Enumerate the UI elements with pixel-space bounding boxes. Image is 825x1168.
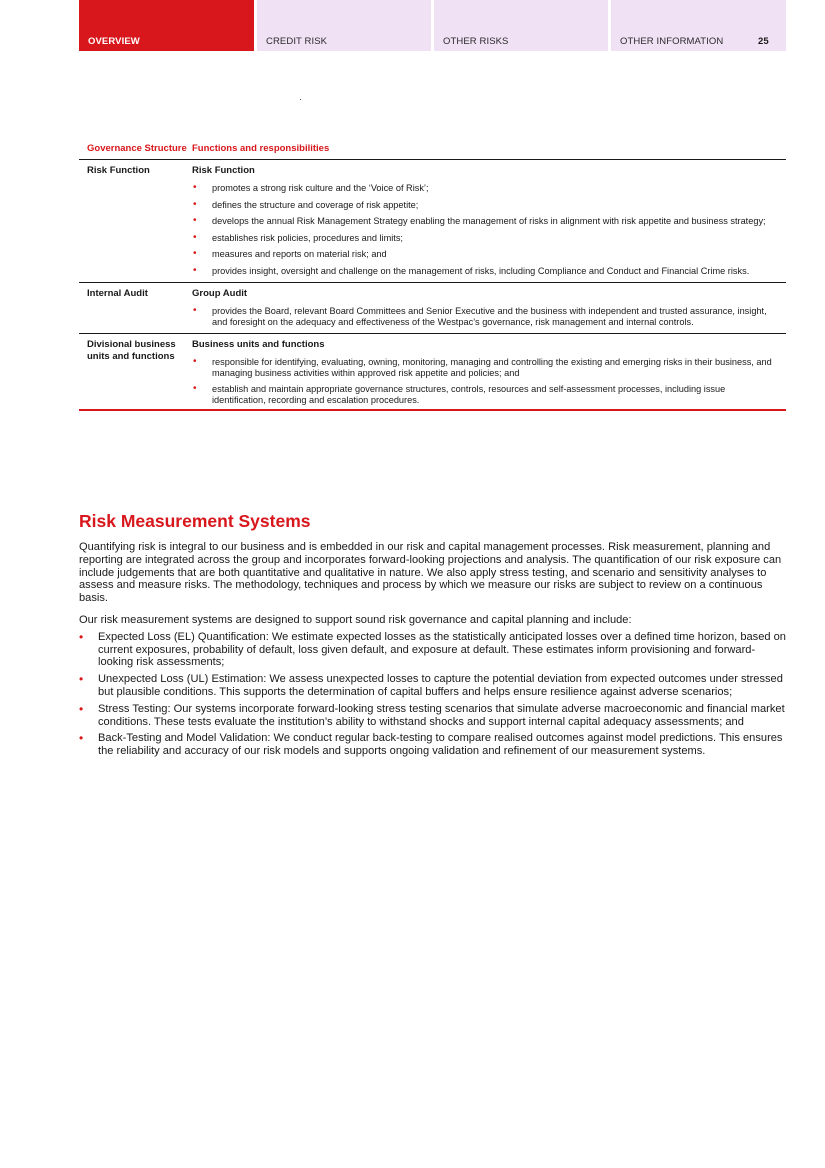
- row-content: [192, 287, 786, 329]
- row-title: Group Audit: [192, 288, 248, 299]
- row-content: [192, 164, 786, 278]
- row-structure-label: Risk Function: [87, 165, 150, 176]
- table-row: [79, 334, 786, 411]
- risk-measurement-section: [79, 511, 786, 762]
- list-item: • Stress Testing: Our systems incorporate forward-looking stress testing scenarios that simulate adverse macroeconomic and financial market conditions. These tests evaluate the institution’s ability to withstand shocks and support internal capital adequacy assessments; and: [79, 703, 786, 729]
- top-navigation: [79, 0, 786, 51]
- list-item: • defines the structure and coverage of risk appetite;: [192, 200, 786, 211]
- tab-credit-risk[interactable]: [257, 0, 431, 51]
- row-structure-label: Divisional business units and functions: [87, 339, 176, 362]
- list-item: • responsible for identifying, evaluating, owning, monitoring, managing and controlling the existing and emerging risks in their business, and managing business activities within approved risk appetite and policies; and: [192, 357, 786, 378]
- bullet-list: [192, 357, 786, 405]
- list-item: • promotes a strong risk culture and the ‘Voice of Risk’;: [192, 183, 786, 194]
- bullet-list: [192, 183, 786, 276]
- row-title: Business units and functions: [192, 339, 325, 350]
- tab-other-information-label: OTHER INFORMATION: [620, 36, 724, 47]
- page-number: 25: [758, 36, 769, 47]
- tab-overview[interactable]: [79, 0, 254, 51]
- tab-credit-risk-label: CREDIT RISK: [266, 36, 328, 47]
- tab-overview-label: OVERVIEW: [88, 36, 140, 47]
- list-item: • Back-Testing and Model Validation: We conduct regular back-testing to compare realised outcomes against model predictions. This ensures the reliability and accuracy of our risk models and supports ongoing validation and refinement of our measurement systems.: [79, 732, 786, 758]
- measurement-bullet-list: [79, 631, 786, 758]
- tab-other-risks[interactable]: [434, 0, 608, 51]
- intro-paragraph: Quantifying risk is integral to our business and is embedded in our risk and capital management processes. Risk measurement, planning and reporting are integrated across the group and incorporates forward-looking projections and analysis. The quantification of our risk exposure can include judgements that are both quantitative and qualitative in nature. We also apply stress testing, and scenario and sensitivity analyses to assess and measure risks. The methodology, techniques and process by which we measure our risks are subject to review on a continuous basis.: [79, 541, 782, 605]
- lead-paragraph: Our risk measurement systems are designed to support sound risk governance and capital planning and include:: [79, 613, 632, 626]
- table-header-row: [79, 143, 786, 160]
- list-item: • establishes risk policies, procedures and limits;: [192, 233, 786, 244]
- row-structure-label: Internal Audit: [87, 288, 148, 299]
- bullet-list: [192, 306, 786, 327]
- list-item: • Unexpected Loss (UL) Estimation: We assess unexpected losses to capture the potential deviation from expected outcomes under stressed but plausible conditions. This supports the determination of capital buffers and helps ensure resilience against adverse scenarios;: [79, 673, 786, 699]
- row-content: [192, 338, 786, 407]
- tab-other-information[interactable]: [611, 0, 786, 51]
- section-title: Risk Measurement Systems: [79, 511, 311, 531]
- list-item: • provides the Board, relevant Board Committees and Senior Executive and the business with independent and trusted assurance, insight, and foresight on the adequacy and effectiveness of the Westpac’s governance, risk management and internal controls.: [192, 306, 786, 327]
- header-functions-responsibilities: Functions and responsibilities: [192, 143, 330, 154]
- tab-other-risks-label: OTHER RISKS: [443, 36, 509, 47]
- list-item: • establish and maintain appropriate governance structures, controls, resources and self-assessment processes, including issue identification, recording and escalation procedures.: [192, 384, 786, 405]
- row-title: Risk Function: [192, 165, 255, 176]
- list-item: • measures and reports on material risk; and: [192, 249, 786, 260]
- list-item: • develops the annual Risk Management Strategy enabling the management of risks in alignment with risk appetite and business strategy;: [192, 216, 786, 227]
- table-row: [79, 283, 786, 334]
- table-row: [79, 160, 786, 283]
- header-governance-structure: Governance Structure: [87, 143, 187, 154]
- list-item: • provides insight, oversight and challenge on the management of risks, including Compliance and Conduct and Financial Crime risks.: [192, 266, 786, 277]
- governance-table: [79, 143, 786, 411]
- list-item: • Expected Loss (EL) Quantification: We estimate expected losses as the statistically anticipated losses over a defined time horizon, based on current exposures, probability of default, loss given default, and exposure at default. These estimates inform provisioning and forward-looking risk assessments;: [79, 631, 786, 669]
- stray-dot: [300, 99, 301, 100]
